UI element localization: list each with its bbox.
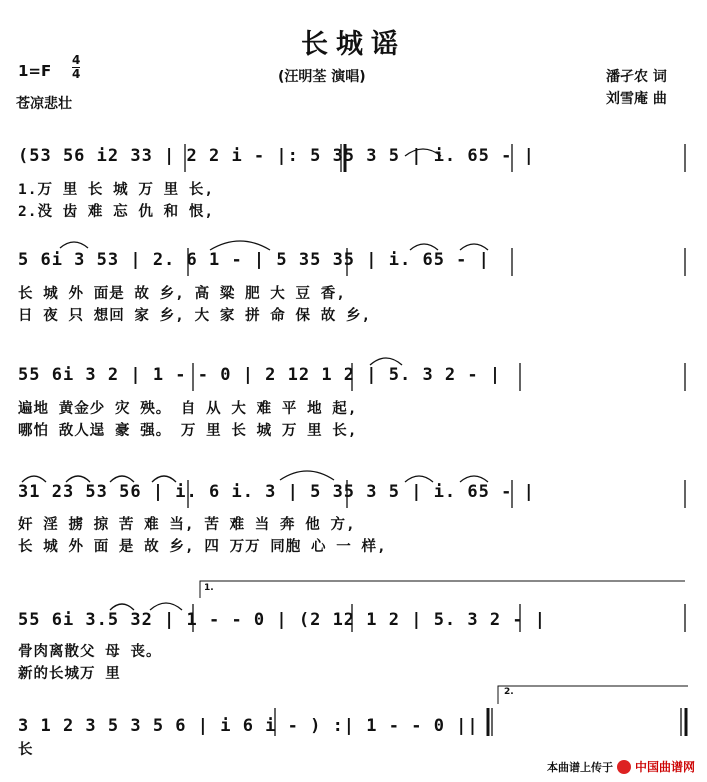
row-1-barlines — [0, 128, 707, 178]
lyric-row-5-verse-1: 骨肉离散父 母 丧。 — [18, 644, 162, 660]
lyric-row-3-verse-2: 哪怕 敌人逞 豪 强。 万 里 长 城 万 里 长, — [18, 423, 358, 439]
site-name: 中国曲谱网 — [634, 760, 695, 774]
page-title: 长城谣 — [301, 29, 406, 60]
notation-row-3: 55 6i 3 2 | 1 - - 0 | 2 12 1 2 | 5. 3 2 - | — [18, 365, 502, 385]
lyric-row-1-verse-1: 1.万 里 长 城 万 里 长, — [18, 182, 215, 198]
row-6-barlines — [0, 682, 707, 742]
key-signature: 1=F — [18, 62, 52, 80]
time-signature-top: 4 — [72, 53, 81, 67]
time-signature — [72, 54, 80, 81]
notation-row-1: (53 56 i2 33 | 2 2 i - |: 5 35 3 5 | i. 65 - | — [18, 146, 535, 166]
volta-2-label: 2. — [504, 687, 514, 697]
notation-row-4: 31 23 53 56 | i. 6 i. 3 | 5 35 3 5 | i. 65 - | — [18, 482, 535, 502]
footer-watermark — [547, 758, 695, 775]
time-signature-bottom: 4 — [72, 67, 81, 81]
row-5-barlines — [0, 578, 707, 640]
lyric-row-4-verse-2: 长 城 外 面 是 故 乡, 四 万万 同胞 心 一 样, — [18, 539, 387, 555]
mood-marking: 苍凉悲壮 — [16, 96, 72, 112]
notation-row-2: 5 6i 3 53 | 2. 6 1 - | 5 35 35 | i. 65 - | — [18, 250, 490, 270]
notation-row-5: 55 6i 3.5 32 | 1 - - 0 | (2 12 1 2 | 5. 3 2 - | — [18, 610, 547, 630]
footer-upload-text: 本曲谱上传于 — [546, 760, 613, 774]
row-4-barlines — [0, 460, 707, 514]
site-logo-icon — [617, 760, 631, 774]
lyricist-credit: 潘孑农 词 — [606, 69, 667, 85]
row-2-barlines — [0, 228, 707, 282]
lyric-row-4-verse-1: 奸 淫 掳 掠 苦 难 当, 苦 难 当 奔 他 方, — [18, 517, 356, 533]
lyric-row-5-verse-2: 新的长城万 里 — [18, 666, 121, 682]
notation-row-6: 3 1 2 3 5 3 5 6 | i 6 i - ) :| 1 - - 0 || — [18, 716, 479, 736]
lyric-row-2-verse-1: 长 城 外 面是 故 乡, 高 粱 肥 大 豆 香, — [18, 286, 346, 302]
lyric-row-1-verse-2: 2.没 齿 难 忘 仇 和 恨, — [18, 204, 215, 220]
composer-credit: 刘雪庵 曲 — [606, 91, 667, 107]
row-3-barlines — [0, 343, 707, 397]
lyric-row-2-verse-2: 日 夜 只 想回 家 乡, 大 家 拼 命 保 故 乡, — [18, 308, 372, 324]
lyric-row-6-verse-1: 长 — [18, 742, 34, 758]
performer-credit: (汪明荃 演唱) — [278, 69, 366, 85]
lyric-row-3-verse-1: 遍地 黄金少 灾 殃。 自 从 大 难 平 地 起, — [18, 401, 358, 417]
volta-1-label: 1. — [204, 583, 214, 593]
